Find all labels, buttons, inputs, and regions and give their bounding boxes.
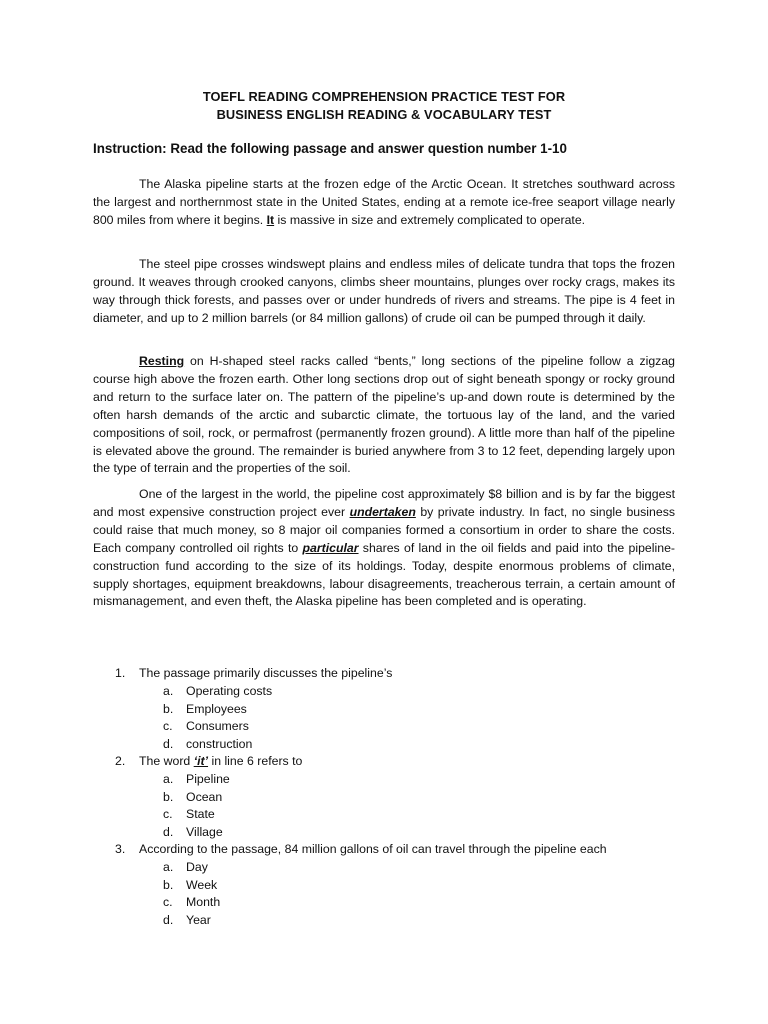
instruction-text: Instruction: Read the following passage and answer question number 1-10 <box>93 141 567 156</box>
option-text: Year <box>186 913 211 927</box>
question-text: in line 6 refers to <box>208 754 303 768</box>
option-text: Consumers <box>186 719 249 733</box>
passage-paragraph-2: The steel pipe crosses windswept plains and endless miles of delicate tundra that tops the frozen ground. It weaves through crooked canyons, climbs sheer mountains, plunges over rocky crags, makes its way through thick forests, and passes over or under hundreds of rivers and streams. The pipe is 4 feet in diameter, and up to 2 million barrels (or 84 million gallons) of crude oil can be pumped through it daily. <box>93 257 675 325</box>
option-text: Village <box>186 825 223 839</box>
question-number: 1. <box>115 666 126 680</box>
underlined-word-undertaken: undertaken <box>349 504 416 519</box>
question-1-option-c <box>163 718 249 736</box>
question-text: According to the passage, 84 million gallons of oil can travel through the pipeline each <box>139 842 607 856</box>
option-text: Week <box>186 878 218 892</box>
option-letter: d. <box>163 825 174 839</box>
question-1 <box>115 665 392 683</box>
question-2-option-c <box>163 806 215 824</box>
option-letter: a. <box>163 860 174 874</box>
underlined-word-resting: Resting <box>139 354 185 368</box>
option-letter: a. <box>163 772 174 786</box>
paragraph-text: by private industry. In fact, no single business could raise that much money, so 8 major oil companies formed a consortium in order to share the costs. Each company controlled oil rights to <box>93 504 675 555</box>
document-title-line-2: BUSINESS ENGLISH READING & VOCABULARY TEST <box>216 107 552 122</box>
option-letter: b. <box>163 702 174 716</box>
question-3-option-a <box>163 859 208 877</box>
question-1-option-d <box>163 736 252 754</box>
underlined-word-it-quoted: ‘it’ <box>193 754 209 768</box>
question-1-option-a <box>163 683 272 701</box>
option-text: construction <box>186 737 253 751</box>
passage-paragraph-3 <box>93 353 675 478</box>
option-letter: c. <box>163 807 173 821</box>
paragraph-text: shares of land in the oil fields and paid into the pipeline-construction fund according to the size of its holdings. Today, despite enormous problems of climate, supply shortages, equipment breakdowns, labour disagreements, treacherous terrain, a certain amount of mismanagement, and even theft, the Alaska pipeline has been completed and is operating. <box>93 540 675 609</box>
paragraph-text: is massive in size and extremely complicated to operate. <box>274 212 586 227</box>
option-text: Operating costs <box>186 684 273 698</box>
question-2-option-a <box>163 771 230 789</box>
paragraph-text: The Alaska pipeline starts at the frozen edge of the Arctic Ocean. It stretches southward across the largest and northernmost state in the United States, ending at a remote ice-free seaport village nearly 800 miles from where it begins. <box>93 177 675 227</box>
question-number: 2. <box>115 754 126 768</box>
option-text: Ocean <box>186 790 223 804</box>
question-2-option-d <box>163 824 223 842</box>
option-letter: d. <box>163 913 174 927</box>
option-text: Pipeline <box>186 772 230 786</box>
option-text: Month <box>186 895 221 909</box>
passage-paragraph-1 <box>93 176 675 230</box>
option-letter: a. <box>163 684 174 698</box>
passage-paragraph-4 <box>93 486 675 611</box>
option-letter: c. <box>163 895 173 909</box>
question-3-option-c <box>163 894 220 912</box>
paragraph-text: One of the largest in the world, the pipeline cost approximately $8 billion and is by far the biggest and most expensive construction project ever <box>93 487 675 519</box>
question-3-option-d <box>163 912 211 930</box>
option-letter: b. <box>163 878 174 892</box>
paragraph-text: on H-shaped steel racks called “bents,” long sections of the pipeline follow a zigzag course high above the frozen earth. Other long sections drop out of sight beneath spongy or rocky ground and return to the surface later on. The pattern of the pipeline’s up-and down route is determined by the often harsh demands of the arctic and subarctic climate, the tortuous lay of the land, and the varied compositions of soil, rock, or permafrost (permanently frozen ground). A little more than half of the pipeline is elevated above the ground. The remainder is buried anywhere from 3 to 12 feet, depending largely upon the type of terrain and the properties of the soil. <box>93 354 675 476</box>
question-2-option-b <box>163 789 222 807</box>
option-letter: b. <box>163 790 174 804</box>
question-number: 3. <box>115 842 126 856</box>
question-1-option-b <box>163 701 247 719</box>
underlined-word-it: It <box>266 212 275 227</box>
question-text: The word <box>139 754 194 768</box>
question-text: The passage primarily discusses the pipeline’s <box>139 666 393 680</box>
document-title-line-1: TOEFL READING COMPREHENSION PRACTICE TEST FOR <box>202 89 566 104</box>
option-text: State <box>186 807 215 821</box>
question-3 <box>115 841 607 859</box>
option-text: Employees <box>186 702 247 716</box>
option-letter: d. <box>163 737 174 751</box>
option-letter: c. <box>163 719 173 733</box>
question-3-option-b <box>163 877 217 895</box>
question-2 <box>115 753 302 771</box>
option-text: Day <box>186 860 208 874</box>
underlined-word-particular: particular <box>302 540 359 555</box>
